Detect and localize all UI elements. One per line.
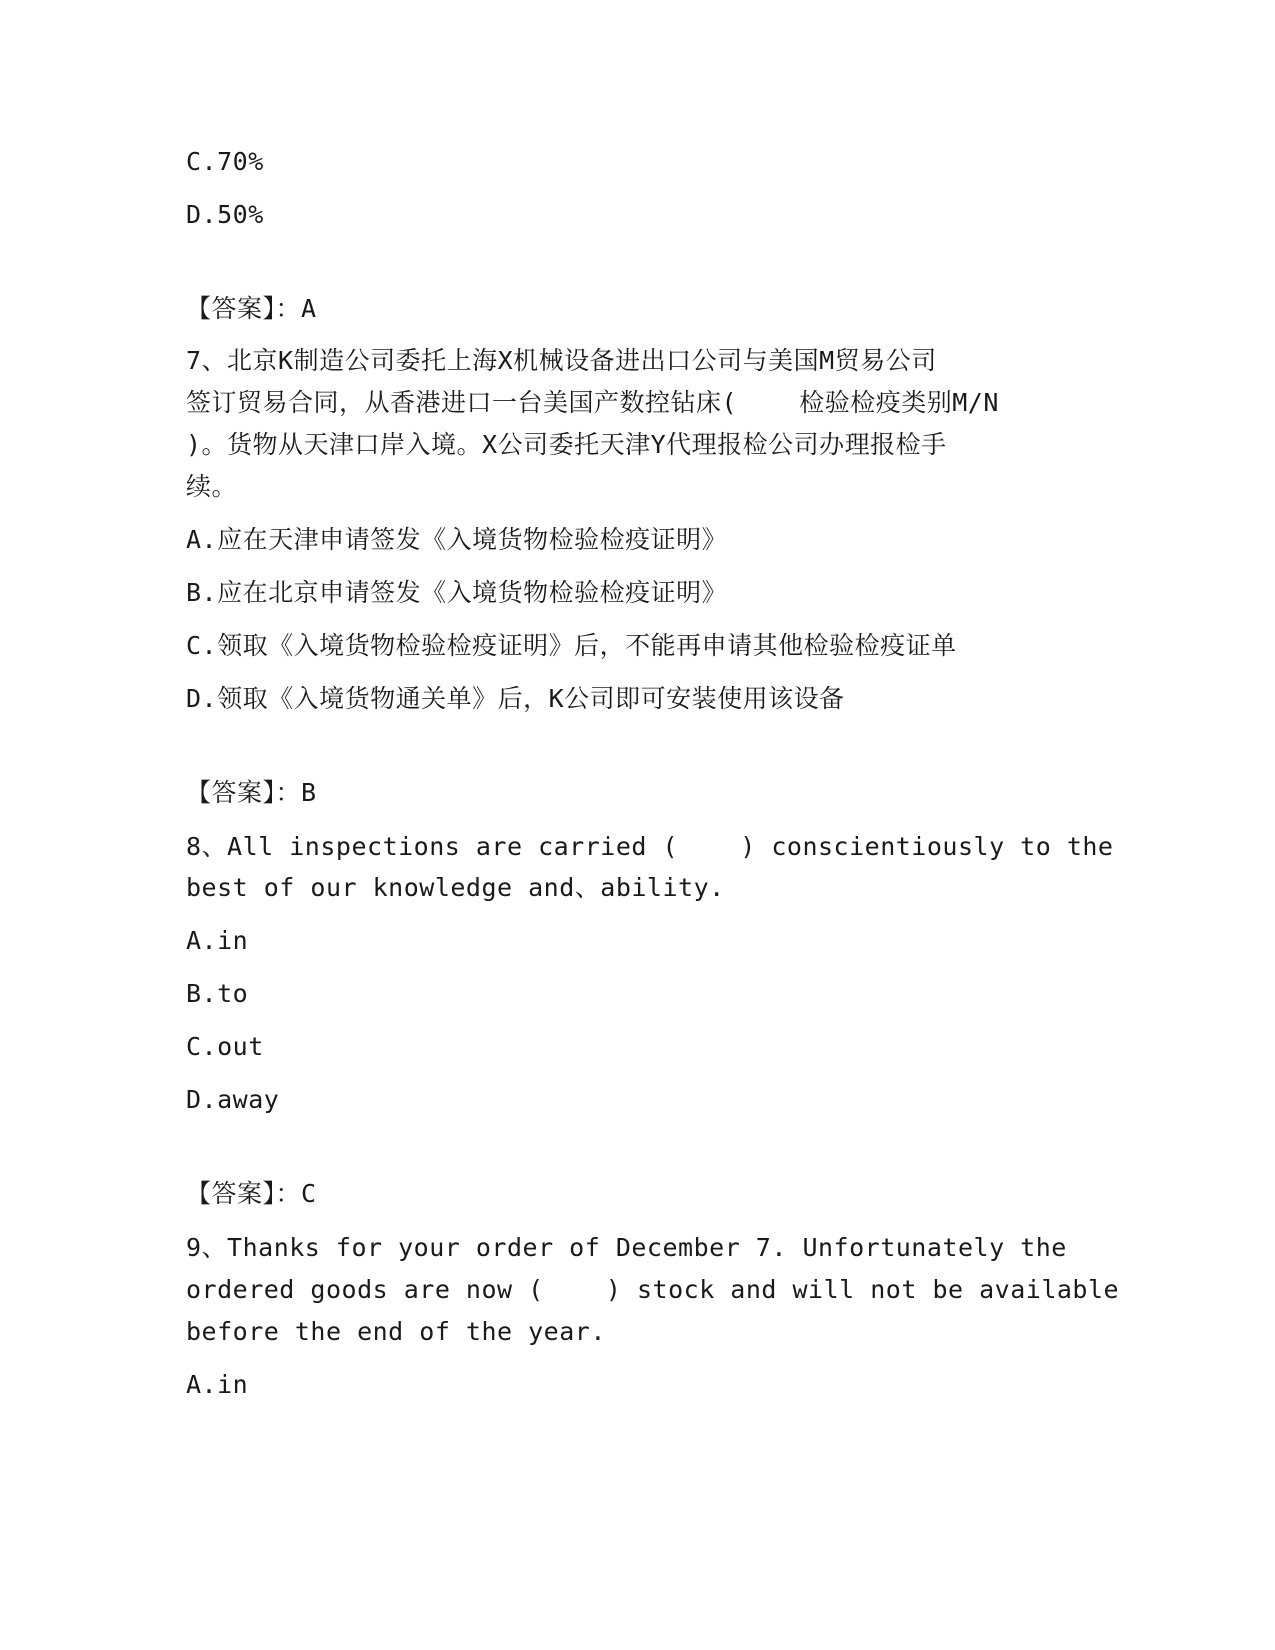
question-8-line-1: 8、All inspections are carried ( ) conscientiously to the xyxy=(186,832,1114,861)
question-7-line-4: 续。 xyxy=(186,472,238,501)
question-9-option-a: A.in xyxy=(186,1370,249,1399)
question-9-line-2: ordered goods are now ( ) stock and will not be available xyxy=(186,1275,1120,1304)
question-7-line-2: 签订贸易合同，从香港进口一台美国产数控钻床( 检验检疫类别M/N xyxy=(186,388,999,417)
question-7-line-3: )。货物从天津口岸入境。X公司委托天津Y代理报检公司办理报检手 xyxy=(186,430,947,459)
answer-label: 【答案】：A xyxy=(186,294,317,323)
question-8-answer: 【答案】：C xyxy=(186,1179,317,1208)
question-8-line-2: best of our knowledge and、ability. xyxy=(186,873,725,902)
question-9-line-1: 9、Thanks for your order of December 7. Unfortunately the xyxy=(186,1233,1067,1262)
question-7-option-b: B.应在北京申请签发《入境货物检验检疫证明》 xyxy=(186,578,728,607)
question-8-option-d: D.away xyxy=(186,1085,280,1114)
question-8-option-a: A.in xyxy=(186,926,249,955)
question-7-answer: 【答案】：B xyxy=(186,778,317,807)
question-7-line-1: 7、北京K制造公司委托上海X机械设备进出口公司与美国M贸易公司 xyxy=(186,346,937,375)
question-7-option-a: A.应在天津申请签发《入境货物检验检疫证明》 xyxy=(186,525,728,554)
question-9-line-3: before the end of the year. xyxy=(186,1317,606,1346)
question-7-option-d: D.领取《入境货物通关单》后，K公司即可安装使用该设备 xyxy=(186,684,845,713)
option-c: C.70% xyxy=(186,147,264,176)
question-8-option-b: B.to xyxy=(186,979,249,1008)
question-8-option-c: C.out xyxy=(186,1032,264,1061)
question-7-option-c: C.领取《入境货物检验检疫证明》后，不能再申请其他检验检疫证单 xyxy=(186,631,957,660)
option-d: D.50% xyxy=(186,200,264,229)
